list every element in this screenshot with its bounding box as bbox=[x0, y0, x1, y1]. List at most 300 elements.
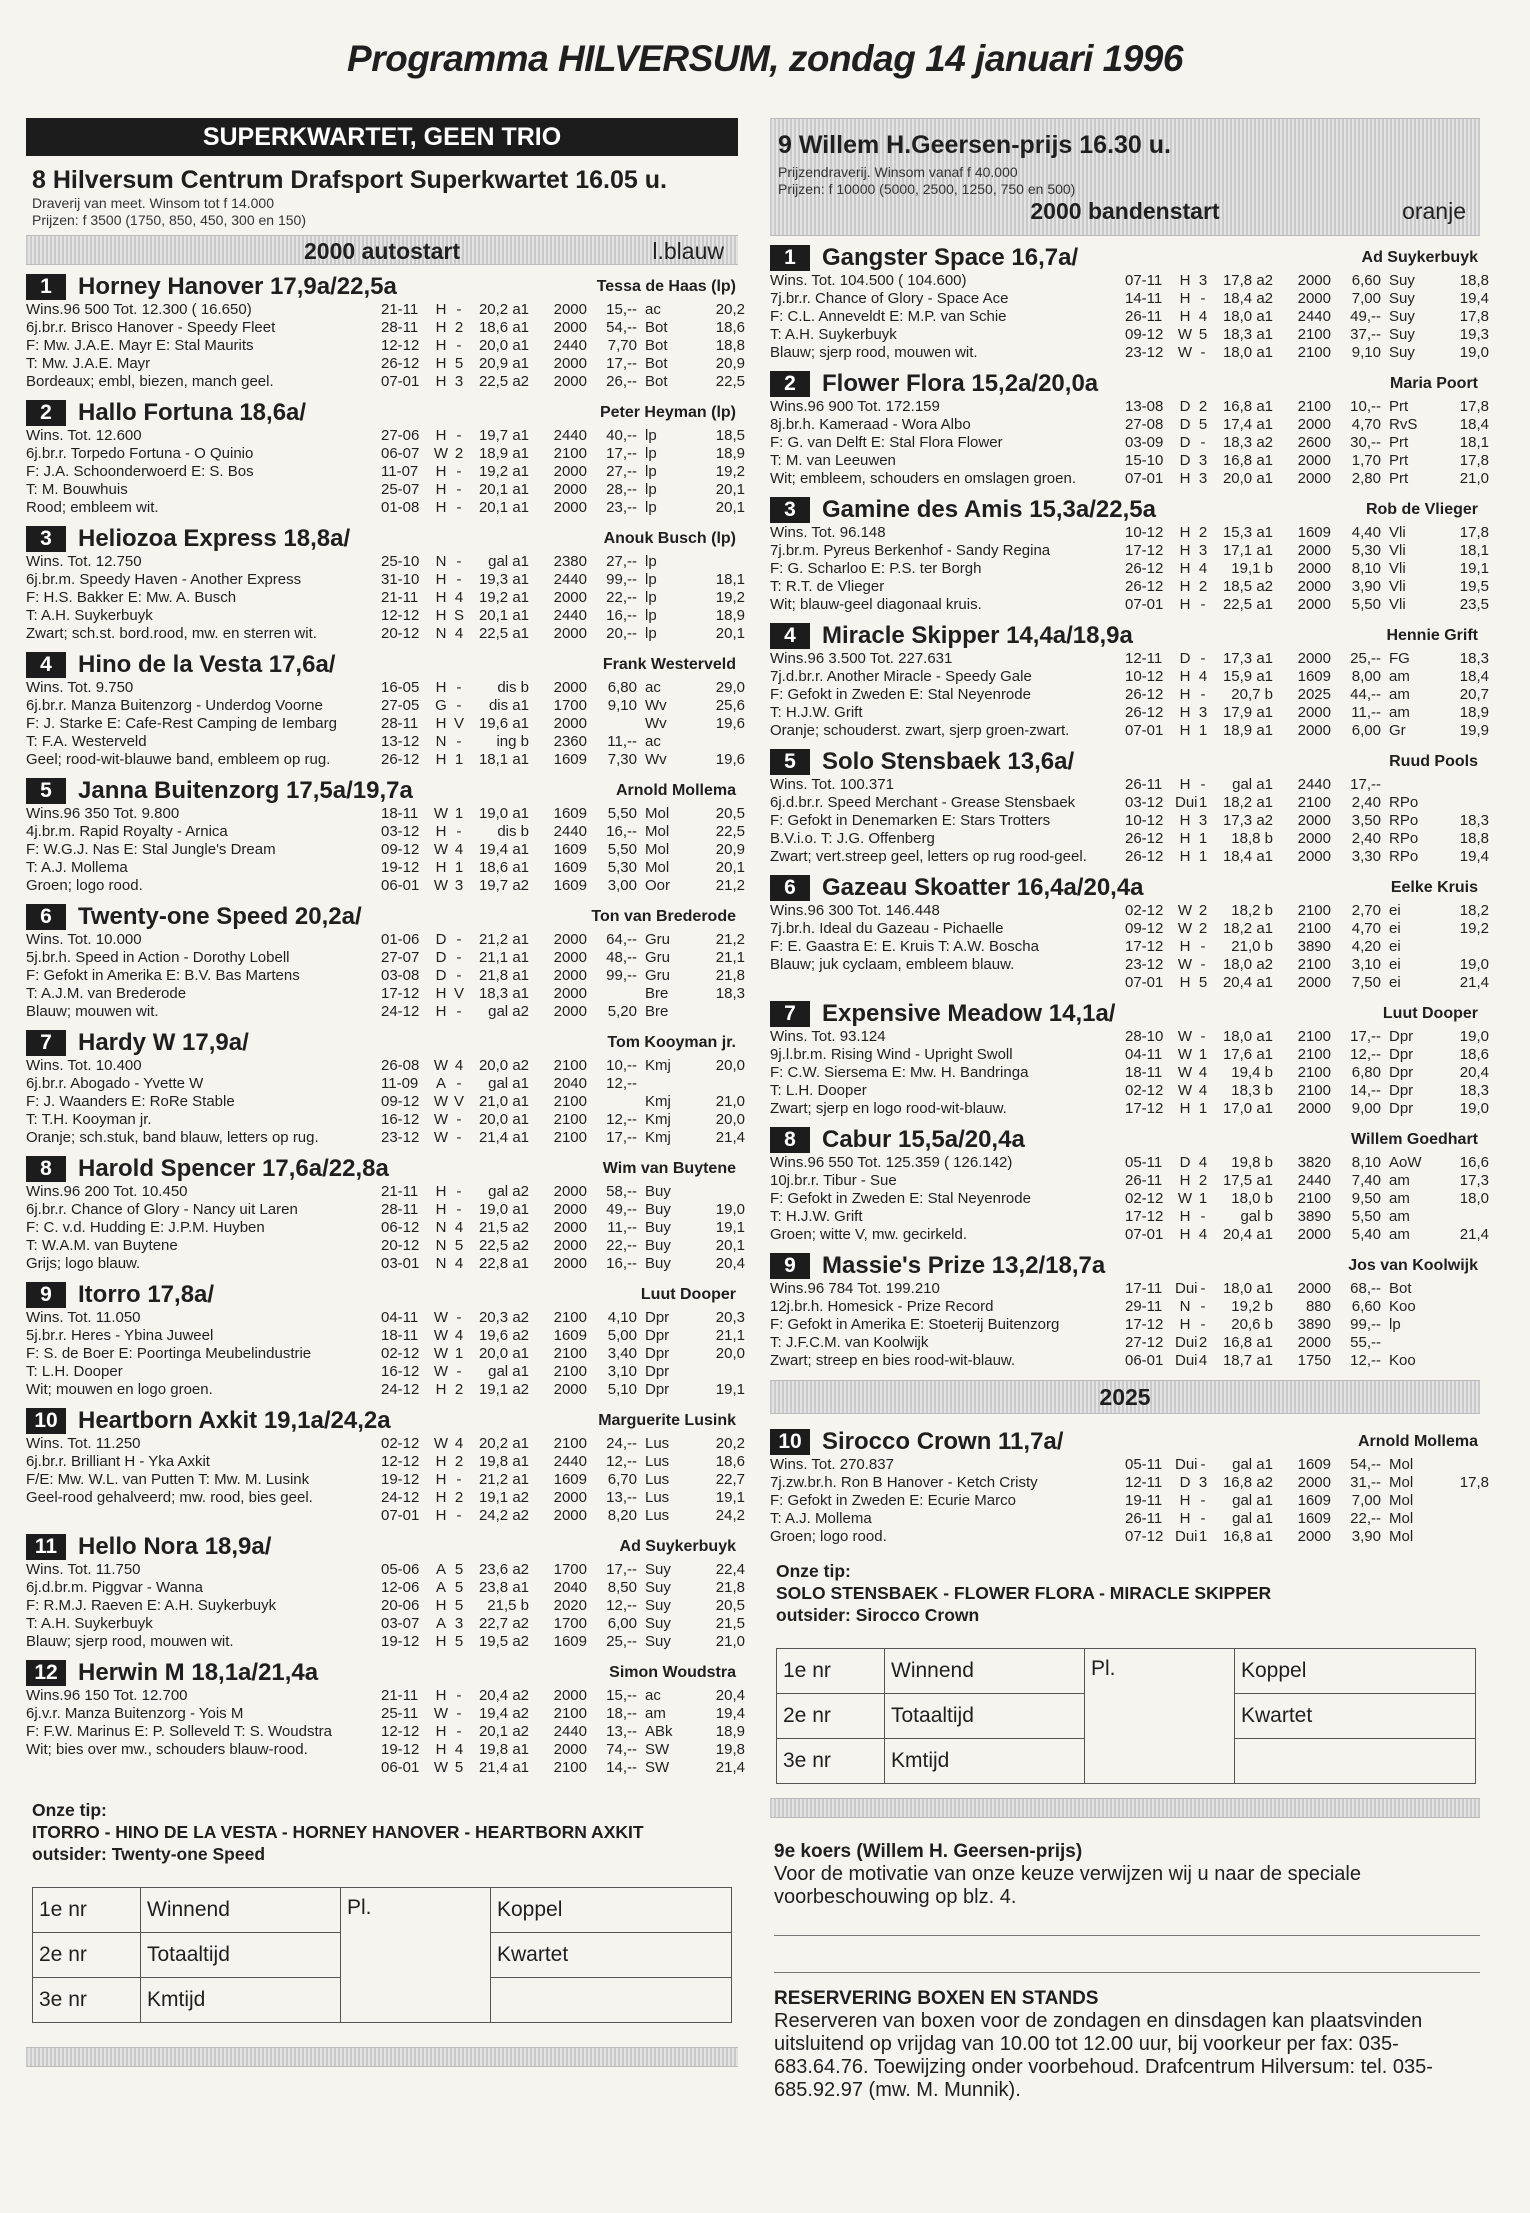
form-cell: H bbox=[1179, 1510, 1191, 1527]
form-cell: H bbox=[435, 1597, 447, 1614]
horse-info-line: Wins.96 500 Tot. 12.300 ( 16.650) bbox=[26, 301, 252, 318]
form-cell: Kmj bbox=[645, 1111, 671, 1128]
form-cell: 20,0 bbox=[715, 1111, 745, 1128]
form-cell: 2440 bbox=[553, 571, 587, 588]
form-cell: A bbox=[435, 1561, 446, 1578]
horse-form bbox=[381, 1687, 745, 1777]
horse-info-line: T: F.A. Westerveld bbox=[26, 733, 147, 750]
horse-info-line: T: J.F.C.M. van Koolwijk bbox=[770, 1334, 929, 1351]
bet-cell-winnend[interactable]: Winnend bbox=[885, 1649, 1085, 1694]
form-cell: H bbox=[1179, 578, 1191, 595]
horse-driver: Ad Suykerbuyk bbox=[619, 1538, 736, 1555]
horse-number: 6 bbox=[770, 875, 810, 901]
form-cell: 20-06 bbox=[381, 1597, 420, 1614]
horse-entry bbox=[770, 748, 1489, 866]
form-cell: ing b bbox=[496, 733, 529, 750]
form-cell: Kmj bbox=[645, 1057, 671, 1074]
form-cell: 2100 bbox=[1297, 794, 1331, 811]
form-cell: 21-11 bbox=[381, 1687, 419, 1704]
form-cell: 1609 bbox=[553, 841, 587, 858]
horse-number: 4 bbox=[26, 652, 66, 678]
bet-cell-empty[interactable] bbox=[1235, 1739, 1476, 1784]
form-cell: 27-12 bbox=[1125, 1334, 1164, 1351]
form-cell: gal a1 bbox=[488, 1363, 529, 1380]
form-row bbox=[1125, 902, 1489, 920]
form-cell: 18,3 a2 bbox=[1222, 434, 1273, 451]
horse-info-line: T: M. van Leeuwen bbox=[770, 452, 896, 469]
form-cell: 2600 bbox=[1297, 434, 1331, 451]
form-cell: H bbox=[435, 301, 447, 318]
form-cell: 18,6 bbox=[715, 1453, 745, 1470]
horse-entry bbox=[770, 1428, 1489, 1546]
form-cell: 4,70 bbox=[1351, 416, 1381, 433]
form-row bbox=[1125, 452, 1489, 470]
form-cell: AoW bbox=[1389, 1154, 1422, 1171]
horse-form bbox=[381, 679, 745, 769]
form-cell: Bot bbox=[645, 337, 668, 354]
form-cell: W bbox=[1177, 1064, 1193, 1081]
form-cell: 19,6 bbox=[715, 715, 745, 732]
form-cell: - bbox=[456, 1705, 462, 1722]
form-cell: 4 bbox=[454, 841, 464, 858]
form-cell: 6,70 bbox=[607, 1471, 637, 1488]
form-cell: 05-11 bbox=[1125, 1154, 1163, 1171]
form-cell: 2 bbox=[1198, 524, 1208, 541]
form-cell: - bbox=[456, 571, 462, 588]
form-cell: Dpr bbox=[1389, 1028, 1414, 1045]
horse-info-line: Wins. Tot. 11.750 bbox=[26, 1561, 141, 1578]
form-cell: 4 bbox=[454, 1435, 464, 1452]
horse-info-line: 7j.br.r. Chance of Glory - Space Ace bbox=[770, 290, 1009, 307]
form-cell: 20,4 bbox=[715, 1255, 745, 1272]
horse-info-line: 7j.br.m. Pyreus Berkenhof - Sandy Regina bbox=[770, 542, 1051, 559]
form-cell: 18,6 bbox=[715, 319, 745, 336]
form-cell: - bbox=[456, 697, 462, 714]
form-cell: 23-12 bbox=[381, 1129, 420, 1146]
form-cell: 1700 bbox=[553, 1561, 587, 1578]
horse-driver: Ruud Pools bbox=[1389, 753, 1478, 770]
form-cell: Dpr bbox=[645, 1381, 670, 1398]
form-cell: 28-11 bbox=[381, 715, 419, 732]
bet-cell-first[interactable]: 1e nr bbox=[33, 1888, 141, 1933]
form-cell: 2000 bbox=[553, 1201, 587, 1218]
form-cell: ac bbox=[645, 301, 661, 318]
bet-cell-second[interactable]: 2e nr bbox=[33, 1933, 141, 1978]
form-cell: Gru bbox=[645, 967, 671, 984]
bet-cell-koppel[interactable]: Koppel bbox=[491, 1888, 732, 1933]
form-cell: 11,-- bbox=[1351, 704, 1381, 721]
form-row bbox=[381, 1183, 745, 1201]
horse-header bbox=[770, 1428, 1480, 1456]
form-cell: 20,2 bbox=[715, 301, 745, 318]
form-row bbox=[1125, 668, 1489, 686]
form-cell: 28-11 bbox=[381, 319, 419, 336]
form-cell: 1 bbox=[454, 751, 464, 768]
form-cell: 19,4 a1 bbox=[478, 841, 529, 858]
start-distance: 2000 autostart bbox=[304, 238, 460, 264]
form-cell: gal a1 bbox=[1232, 1456, 1273, 1473]
form-cell: 18,4 a2 bbox=[1222, 290, 1273, 307]
horse-info-line: Zwart; sch.st. bord.rood, mw. en sterren wit. bbox=[26, 625, 317, 642]
form-row bbox=[1125, 560, 1489, 578]
form-cell: am bbox=[1389, 704, 1410, 721]
form-cell: Mol bbox=[1389, 1528, 1414, 1545]
form-cell: 21,0 bbox=[1459, 470, 1489, 487]
form-cell: H bbox=[435, 1633, 447, 1650]
form-cell: - bbox=[1200, 938, 1206, 955]
form-cell: 2000 bbox=[1297, 272, 1331, 289]
horse-info-line: F: Gefokt in Amerika E: B.V. Bas Martens bbox=[26, 967, 300, 984]
form-row bbox=[1125, 974, 1489, 992]
form-cell: H bbox=[1179, 542, 1191, 559]
form-cell: 2040 bbox=[553, 1579, 587, 1596]
form-cell: H bbox=[435, 1453, 447, 1470]
form-cell: Oor bbox=[645, 877, 671, 894]
form-cell: 31,-- bbox=[1350, 1474, 1381, 1491]
horse-name: Gangster Space 16,7a/ bbox=[822, 244, 1079, 271]
form-cell: 19,8 a1 bbox=[478, 1741, 529, 1758]
form-cell: Buy bbox=[645, 1237, 671, 1254]
form-cell: Mol bbox=[645, 841, 670, 858]
form-cell: 2000 bbox=[1297, 812, 1331, 829]
form-cell: 17,-- bbox=[606, 445, 637, 462]
horse-info-line: Oranje; sch.stuk, band blauw, letters op rug. bbox=[26, 1129, 319, 1146]
form-cell: 3 bbox=[1198, 704, 1208, 721]
form-cell: 49,-- bbox=[1350, 308, 1381, 325]
form-cell: Kmj bbox=[645, 1093, 671, 1110]
form-cell: 20,0 a1 bbox=[478, 1111, 529, 1128]
form-cell: 19,0 a1 bbox=[478, 805, 529, 822]
horse-info-line: Blauw; mouwen wit. bbox=[26, 1003, 159, 1020]
form-row bbox=[1125, 272, 1489, 290]
form-cell: Mol bbox=[1389, 1474, 1414, 1491]
form-row bbox=[1125, 308, 1489, 326]
tip-block bbox=[770, 1560, 1480, 1626]
form-cell: 20,1 bbox=[715, 625, 745, 642]
form-cell: 1 bbox=[454, 1345, 464, 1362]
form-cell: 19,5 a2 bbox=[478, 1633, 529, 1650]
horse-driver: Arnold Mollema bbox=[1357, 1433, 1478, 1450]
form-cell: 10,-- bbox=[1350, 398, 1381, 415]
form-cell: 07-12 bbox=[1125, 1528, 1164, 1545]
bet-cell-second[interactable]: 2e nr bbox=[777, 1694, 885, 1739]
form-cell: 16,8 a1 bbox=[1222, 398, 1273, 415]
form-row bbox=[1125, 578, 1489, 596]
horse-info-line: Wins. Tot. 10.400 bbox=[26, 1057, 142, 1074]
form-cell: 2 bbox=[1198, 1334, 1208, 1351]
horse-info bbox=[26, 1057, 381, 1147]
bet-cell-third[interactable]: 3e nr bbox=[33, 1978, 141, 2023]
form-cell: 1609 bbox=[1297, 1456, 1331, 1473]
horse-info bbox=[26, 427, 381, 517]
form-cell: 20,0 a1 bbox=[478, 337, 529, 354]
form-row bbox=[381, 1471, 745, 1489]
horse-number: 9 bbox=[770, 1253, 810, 1279]
form-cell: 11,-- bbox=[607, 1219, 637, 1236]
horse-form bbox=[381, 1057, 745, 1147]
horse-driver: Ton van Brederode bbox=[591, 908, 736, 925]
form-cell: 11,-- bbox=[607, 733, 637, 750]
bet-cell-empty[interactable] bbox=[491, 1978, 732, 2023]
form-cell bbox=[587, 985, 637, 1003]
horse-name: Solo Stensbaek 13,6a/ bbox=[822, 748, 1075, 775]
horse-entry bbox=[26, 651, 745, 769]
horse-form bbox=[381, 553, 745, 643]
note-motivation-text: Voor de motivatie van onze keuze verwijzen wij u naar de speciale voorbeschouwing op blz. 4. bbox=[774, 1863, 1361, 1908]
form-cell: 8,10 bbox=[1351, 1154, 1381, 1171]
form-cell: 17,8 bbox=[1459, 524, 1489, 541]
form-cell: 7,00 bbox=[1351, 290, 1381, 307]
form-cell: 2440 bbox=[553, 1453, 587, 1470]
bet-cell-kmtijd[interactable]: Kmtijd bbox=[885, 1739, 1085, 1784]
form-cell: Suy bbox=[645, 1579, 671, 1596]
form-cell: 26-12 bbox=[381, 751, 420, 768]
form-cell: 26-12 bbox=[1125, 686, 1164, 703]
form-cell bbox=[1381, 776, 1437, 794]
form-cell bbox=[1437, 938, 1489, 956]
form-cell: H bbox=[435, 607, 447, 624]
bet-cell-place[interactable]: Pl. bbox=[1085, 1649, 1235, 1784]
horse-driver: Luut Dooper bbox=[1382, 1005, 1478, 1022]
form-cell: 3 bbox=[454, 877, 464, 894]
form-cell: 20,5 bbox=[715, 805, 745, 822]
horse-driver: Tessa de Haas (lp) bbox=[596, 278, 736, 295]
form-cell: 18,3 bbox=[1459, 812, 1489, 829]
form-cell: 1609 bbox=[553, 1471, 587, 1488]
form-cell: 12,-- bbox=[1350, 1352, 1381, 1369]
divider-line bbox=[774, 1972, 1480, 1973]
form-cell: 19,1 bbox=[715, 1381, 745, 1398]
form-cell: 19,2 b bbox=[1231, 1298, 1273, 1315]
form-cell: 09-12 bbox=[1125, 920, 1164, 937]
form-cell: 2100 bbox=[1297, 1082, 1331, 1099]
form-cell: - bbox=[456, 679, 462, 696]
form-cell: 18,9 bbox=[715, 1723, 745, 1740]
form-cell: 18,1 a1 bbox=[478, 751, 529, 768]
form-cell: - bbox=[456, 733, 462, 750]
form-cell: ei bbox=[1389, 920, 1401, 937]
horse-name: Sirocco Crown 11,7a/ bbox=[822, 1428, 1064, 1455]
bet-cell-winnend[interactable]: Winnend bbox=[141, 1888, 341, 1933]
form-cell: 18,6 a1 bbox=[478, 319, 529, 336]
form-cell: 25-10 bbox=[381, 553, 420, 570]
form-cell: 07-01 bbox=[1125, 470, 1164, 487]
bet-cell-totaaltijd[interactable]: Totaaltijd bbox=[141, 1933, 341, 1978]
form-cell: ei bbox=[1389, 938, 1401, 955]
form-cell: - bbox=[456, 967, 462, 984]
form-row bbox=[1125, 1334, 1489, 1352]
horse-name: Hardy W 17,9a/ bbox=[78, 1029, 249, 1056]
form-cell: 2100 bbox=[553, 1363, 587, 1380]
form-cell: 2000 bbox=[553, 589, 587, 606]
horse-name: Twenty-one Speed 20,2a/ bbox=[78, 903, 362, 930]
form-cell: W bbox=[1177, 1046, 1193, 1063]
horse-number: 1 bbox=[26, 274, 66, 300]
form-cell: 54,-- bbox=[1350, 1456, 1381, 1473]
form-cell: 2000 bbox=[553, 1255, 587, 1272]
tip-label: Onze tip: bbox=[776, 1561, 851, 1581]
form-row bbox=[1125, 686, 1489, 704]
horse-info bbox=[770, 1280, 1125, 1370]
tip-outsider: outsider: Twenty-one Speed bbox=[32, 1844, 266, 1864]
form-cell: 2 bbox=[1198, 902, 1208, 919]
form-cell: Dui bbox=[1175, 1528, 1198, 1545]
form-cell: D bbox=[1179, 1154, 1191, 1171]
form-cell: 17,-- bbox=[606, 355, 637, 372]
note-reservation-text: Reserveren van boxen voor de zondagen en dinsdagen kan plaatsvinden uitsluitend op vrijdag van 10.00 tot 12.00 uur, bij voorkeur per fax: 035-683.64.76. Toewijzing onder voorbehoud. Drafcentrum Hilversum: tel. 035-685.92.97 (mw. M. Munnik). bbox=[774, 2010, 1433, 2101]
bet-cell-koppel[interactable]: Koppel bbox=[1235, 1649, 1476, 1694]
bet-cell-first[interactable]: 1e nr bbox=[777, 1649, 885, 1694]
horse-info bbox=[26, 553, 381, 643]
horse-entry bbox=[770, 496, 1489, 614]
form-row bbox=[1125, 1492, 1489, 1510]
form-cell: 12-06 bbox=[381, 1579, 420, 1596]
form-row bbox=[1125, 1280, 1489, 1298]
horse-entry bbox=[26, 273, 745, 391]
horse-driver: Wim van Buytene bbox=[602, 1160, 736, 1177]
form-cell: 2000 bbox=[1297, 470, 1331, 487]
form-row bbox=[381, 1723, 745, 1741]
bet-cell-kwartet[interactable]: Kwartet bbox=[491, 1933, 732, 1978]
bet-cell-third[interactable]: 3e nr bbox=[777, 1739, 885, 1784]
form-cell: 2000 bbox=[553, 463, 587, 480]
form-cell: W bbox=[433, 805, 449, 822]
form-cell: 26-08 bbox=[381, 1057, 420, 1074]
horse-number: 5 bbox=[26, 778, 66, 804]
form-cell: 02-12 bbox=[381, 1435, 420, 1452]
form-cell: am bbox=[645, 1705, 666, 1722]
form-cell: 20,1 a1 bbox=[478, 499, 529, 516]
form-cell: 1609 bbox=[553, 877, 587, 894]
form-cell: 16-05 bbox=[381, 679, 420, 696]
form-cell: ABk bbox=[645, 1723, 673, 1740]
horse-number: 10 bbox=[26, 1408, 66, 1434]
form-cell bbox=[1437, 1352, 1489, 1370]
form-cell: 20,2 a1 bbox=[478, 301, 529, 318]
horse-form bbox=[1125, 650, 1489, 740]
horse-info-line: Groen; witte V, mw. gecirkeld. bbox=[770, 1226, 968, 1243]
form-cell: 5,10 bbox=[607, 1381, 637, 1398]
horse-info-line: Wit; mouwen en logo groen. bbox=[26, 1381, 213, 1398]
form-cell: 5 bbox=[454, 1237, 464, 1254]
form-cell: 12-12 bbox=[381, 607, 420, 624]
tip-text: ITORRO - HINO DE LA VESTA - HORNEY HANOVER - HEARTBORN AXKIT bbox=[32, 1822, 644, 1842]
form-row bbox=[381, 1129, 745, 1147]
note-motivation bbox=[770, 1840, 1480, 1909]
form-cell: ac bbox=[645, 733, 661, 750]
form-cell: 20,2 bbox=[715, 1435, 745, 1452]
horse-info-line: 6j.br.r. Manza Buitenzorg - Underdog Voorne bbox=[26, 697, 323, 714]
horse-info-line: T: H.J.W. Grift bbox=[770, 1208, 863, 1225]
form-cell: 18,9 bbox=[1459, 704, 1489, 721]
form-cell: 12-11 bbox=[1125, 650, 1163, 667]
form-cell: 1700 bbox=[553, 1615, 587, 1632]
form-row bbox=[381, 481, 745, 499]
form-cell: 05-06 bbox=[381, 1561, 420, 1578]
form-cell: lp bbox=[645, 445, 657, 462]
form-cell: 20,1 a1 bbox=[478, 481, 529, 498]
form-cell: 23,5 bbox=[1459, 596, 1489, 613]
horse-info-line: Zwart; streep en bies rood-wit-blauw. bbox=[770, 1352, 1016, 1369]
form-cell: D bbox=[435, 967, 447, 984]
form-cell: 5,20 bbox=[607, 1003, 637, 1020]
horse-entry bbox=[770, 1000, 1489, 1118]
race-banner: SUPERKWARTET, GEEN TRIO bbox=[26, 118, 738, 156]
form-cell: 28-11 bbox=[381, 1201, 419, 1218]
form-cell: W bbox=[433, 445, 449, 462]
form-cell: 48,-- bbox=[606, 949, 637, 966]
form-cell: 20,6 b bbox=[1231, 1316, 1273, 1333]
horse-driver: Jos van Koolwijk bbox=[1348, 1257, 1478, 1274]
form-cell: 20-12 bbox=[381, 625, 420, 642]
form-cell: 1 bbox=[454, 859, 464, 876]
horse-form bbox=[1125, 902, 1489, 992]
form-cell: 23-12 bbox=[1125, 956, 1164, 973]
form-cell: 2000 bbox=[553, 499, 587, 516]
form-row bbox=[381, 1507, 745, 1525]
form-row bbox=[381, 1633, 745, 1651]
form-cell: 5 bbox=[454, 1633, 464, 1650]
form-cell: 26-11 bbox=[1125, 308, 1163, 325]
form-cell: 19,1 bbox=[715, 1219, 745, 1236]
horse-driver: Rob de Vlieger bbox=[1365, 501, 1478, 518]
form-cell: H bbox=[1179, 1492, 1191, 1509]
horse-info-line: Geel-rood gehalveerd; mw. rood, bies geel. bbox=[26, 1489, 313, 1506]
form-cell: Wv bbox=[645, 751, 667, 768]
form-cell: Mol bbox=[645, 805, 670, 822]
form-cell: 1609 bbox=[1297, 1492, 1331, 1509]
form-cell: 2100 bbox=[553, 1129, 587, 1146]
form-cell: 3820 bbox=[1297, 1154, 1331, 1171]
form-cell: 4 bbox=[454, 1741, 464, 1758]
bet-cell-kwartet[interactable]: Kwartet bbox=[1235, 1694, 1476, 1739]
form-cell: RPo bbox=[1389, 848, 1419, 865]
form-cell: 07-01 bbox=[381, 1507, 420, 1524]
form-row bbox=[381, 337, 745, 355]
form-cell: 22,-- bbox=[606, 589, 637, 606]
form-row bbox=[381, 1201, 745, 1219]
form-cell: 19-11 bbox=[1125, 1492, 1163, 1509]
form-cell: 2100 bbox=[1297, 398, 1331, 415]
horse-info-line: Wit; embleem, schouders en omslagen groen. bbox=[770, 470, 1076, 487]
form-cell: - bbox=[456, 1687, 462, 1704]
form-cell: 2025 bbox=[1297, 686, 1331, 703]
form-cell: 20,3 a2 bbox=[478, 1309, 529, 1326]
bet-cell-totaaltijd[interactable]: Totaaltijd bbox=[885, 1694, 1085, 1739]
form-cell: H bbox=[435, 1741, 447, 1758]
form-cell: 15-10 bbox=[1125, 452, 1164, 469]
form-cell: 7,40 bbox=[1351, 1172, 1381, 1189]
bet-cell-place[interactable]: Pl. bbox=[341, 1888, 491, 2023]
form-cell: 24,2 bbox=[715, 1507, 745, 1524]
horse-info-line: T: Mw. J.A.E. Mayr bbox=[26, 355, 151, 372]
horse-info bbox=[26, 1435, 381, 1525]
form-cell: 17,9 a1 bbox=[1222, 704, 1273, 721]
bet-cell-kmtijd[interactable]: Kmtijd bbox=[141, 1978, 341, 2023]
form-row bbox=[381, 499, 745, 517]
form-cell: 4 bbox=[1198, 1226, 1208, 1243]
form-cell: 2440 bbox=[1297, 1172, 1331, 1189]
form-cell: 11-07 bbox=[381, 463, 419, 480]
horse-number: 3 bbox=[26, 526, 66, 552]
form-cell: - bbox=[456, 1363, 462, 1380]
horse-info bbox=[770, 1456, 1125, 1546]
form-cell: 55,-- bbox=[1350, 1334, 1381, 1351]
form-cell: W bbox=[433, 1435, 449, 1452]
form-cell: - bbox=[1200, 1456, 1206, 1473]
form-cell: 68,-- bbox=[1350, 1280, 1381, 1297]
horse-info-line: Wins.96 550 Tot. 125.359 ( 126.142) bbox=[770, 1154, 1013, 1171]
